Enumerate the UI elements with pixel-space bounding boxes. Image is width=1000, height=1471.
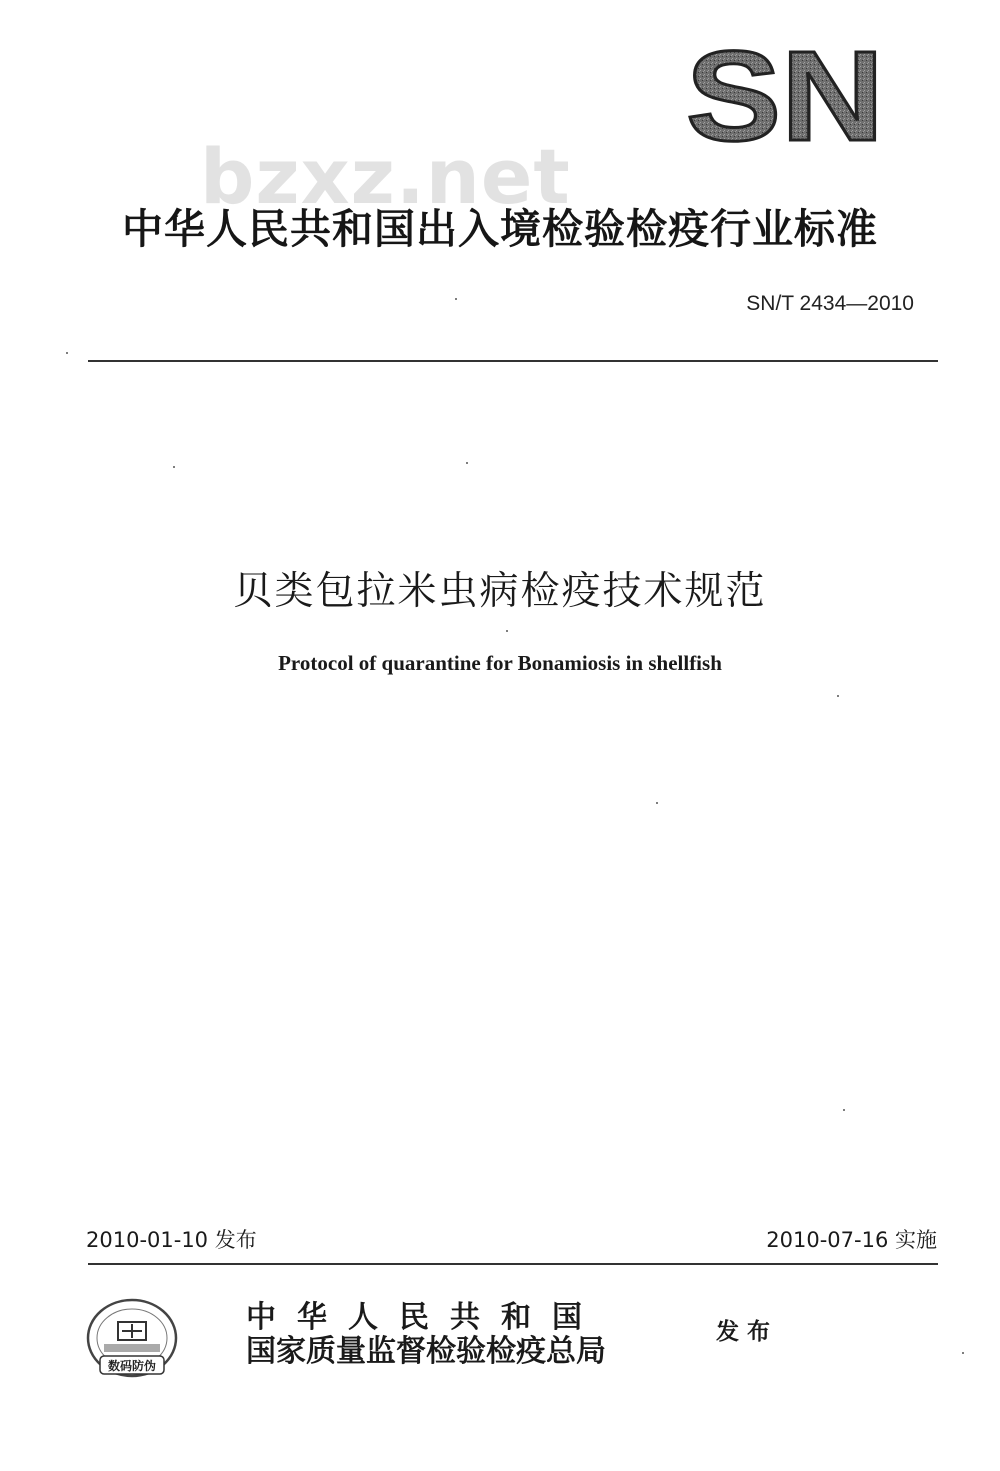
seal-text: 数码防伪 <box>107 1359 157 1373</box>
sn-logo <box>684 42 886 146</box>
implement-date: 2010-07-16 实施 <box>766 1228 937 1252</box>
top-divider <box>88 360 938 362</box>
chinese-title: 贝类包拉米虫病检疫技术规范 <box>233 569 767 614</box>
scan-speck <box>66 352 68 354</box>
sn-logo-text: SN <box>686 42 884 146</box>
industry-title: 中华人民共和国出入境检验检疫行业标准 <box>122 205 878 253</box>
publish-label: 发布 <box>716 1318 778 1345</box>
publisher-agency: 国家质量监督检验检疫总局 <box>246 1334 606 1369</box>
scan-speck <box>843 1109 845 1111</box>
publisher-country: 中华人民共和国 <box>246 1300 603 1335</box>
scan-speck <box>506 630 508 632</box>
standard-number: SN/T 2434—2010 <box>746 292 914 315</box>
scan-speck <box>173 466 175 468</box>
scan-speck <box>656 802 658 804</box>
watermark: bzxz.net <box>200 132 571 221</box>
scan-speck <box>962 1352 964 1354</box>
bottom-divider <box>88 1263 938 1265</box>
english-title: Protocol of quarantine for Bonamiosis in shellfish <box>278 651 722 675</box>
scan-speck <box>455 298 457 300</box>
scan-speck <box>837 695 839 697</box>
anti-counterfeit-seal <box>80 1294 184 1388</box>
issue-date: 2010-01-10 发布 <box>86 1228 257 1252</box>
scan-speck <box>466 462 468 464</box>
